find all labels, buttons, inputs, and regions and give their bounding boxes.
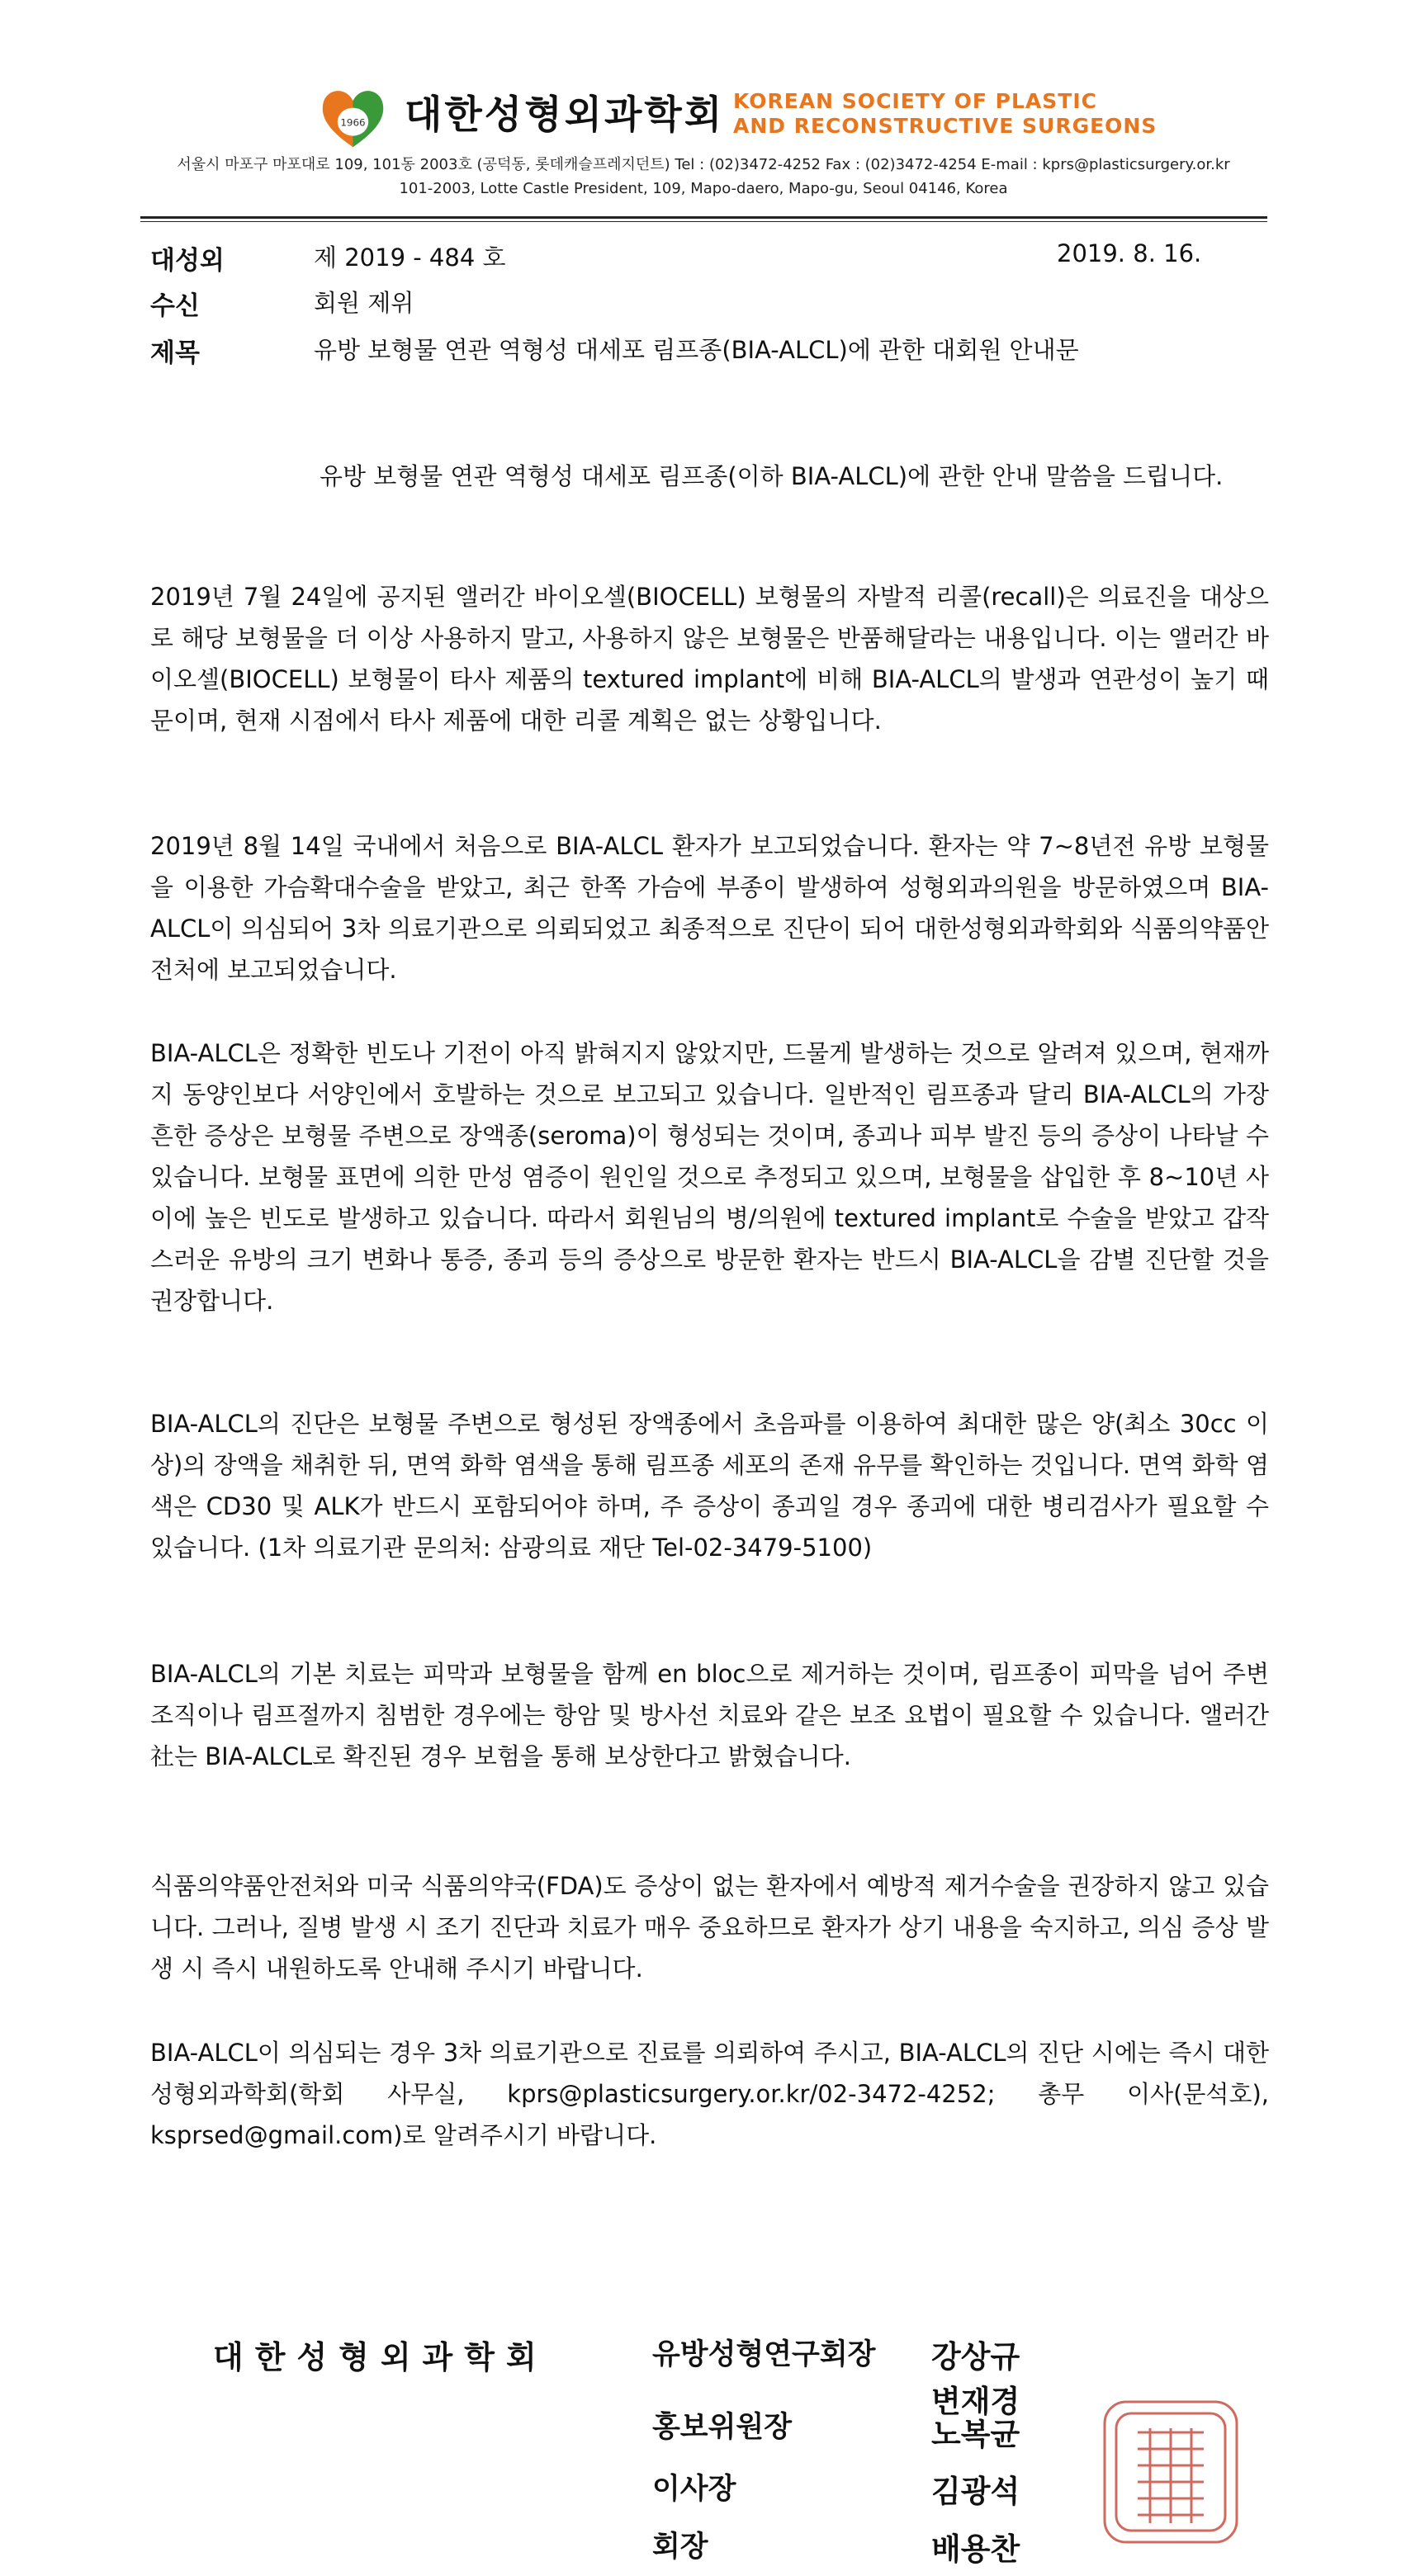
subject: 유방 보형물 연관 역형성 대세포 림프종(BIA-ALCL)에 관한 대회원 안내문 <box>314 336 1079 364</box>
org-name-english-line1: KOREAN SOCIETY OF PLASTIC <box>733 89 1097 113</box>
address-english: 101-2003, Lotte Castle President, 109, Mapo-daero, Mapo-gu, Seoul 04146, Korea <box>399 180 1008 197</box>
signature-name-2b: 노복균 <box>931 2417 1020 2452</box>
signature-title-3: 이사장 <box>652 2473 736 2506</box>
signature-name-1: 강상규 <box>931 2339 1020 2375</box>
heart-logo-icon <box>318 83 388 153</box>
body-paragraph-treatment: BIA-ALCL의 기본 치료는 피막과 보형물을 함께 en bloc으로 제거하는 것이며, 림프종이 피막을 넘어 주변 조직이나 림프절까지 침범한 경우에는 항암 및 방사선 치료와 같은 보조 요법이 필요할 수 있습니다. 앨러간社는 BIA-ALCL로 확진된 경우 보험을 통해 보상한다고 밝혔습니다. <box>150 1660 1269 1770</box>
recipient-label: 수신 <box>150 291 200 321</box>
doc-number: 제 2019 - 484 호 <box>314 243 506 272</box>
signature-name-4: 배용찬 <box>931 2531 1020 2567</box>
body-paragraph-recall: 2019년 7월 24일에 공지된 앨러간 바이오셀(BIOCELL) 보형물의 자발적 리콜(recall)은 의료진을 대상으로 해당 보형물을 더 이상 사용하지 말고, 사용하지 않은 보형물은 반품해달라는 내용입니다. 이는 앨러간 바이오셀(BIOCELL) 보형물이 타사 제품의 textured implant에 비해 BIA-ALCL의 발생과 연관성이 높기 때문이며, 현재 시점에서 타사 제품에 대한 리콜 계획은 없는 상황입니다. <box>150 583 1269 735</box>
doc-date: 2019. 8. 16. <box>1057 239 1202 267</box>
address-korean: 서울시 마포구 마포대로 109, 101동 2003호 (공덕동, 롯데캐슬프레지던트) Tel : (02)3472-4252 Fax : (02)3472-4254 E-mail : kprs@plasticsurgery.or.kr <box>177 156 1230 173</box>
body-paragraph-fda: 식품의약품안전처와 미국 식품의약국(FDA)도 증상이 없는 환자에서 예방적 제거수술을 권장하지 않고 있습니다. 그러나, 질병 발생 시 조기 진단과 치료가 매우 중요하므로 환자가 상기 내용을 숙지하고, 의심 증상 발생 시 즉시 내원하도록 안내해 주시기 바랍니다. <box>150 1872 1269 1983</box>
logo-year: 1966 <box>340 116 366 129</box>
body-paragraph-intro: 유방 보형물 연관 역형성 대세포 림프종(이하 BIA-ALCL)에 관한 안내 말씀을 드립니다. <box>320 462 1224 490</box>
header-divider-thin <box>140 221 1267 222</box>
doc-number-label: 대성외 <box>150 246 225 276</box>
body-paragraph-diagnosis: BIA-ALCL의 진단은 보형물 주변으로 형성된 장액종에서 초음파를 이용하여 최대한 많은 양(최소 30cc 이상)의 장액을 채취한 뒤, 면역 화학 염색을 통해 림프종 세포의 존재 유무를 확인하는 것입니다. 면역 화학 염색은 CD30 및 ALK가 반드시 포함되어야 하며, 주 증상이 종괴일 경우 종괴에 대한 병리검사가 필요할 수 있습니다. (1차 의료기관 문의처: 삼광의료 재단 Tel-02-3479-5100) <box>150 1410 1269 1562</box>
org-name-korean: 대한성형외과학회 <box>405 92 725 138</box>
signature-title-4: 회장 <box>652 2531 708 2564</box>
body-paragraph-first-case: 2019년 8월 14일 국내에서 처음으로 BIA-ALCL 환자가 보고되었습니다. 환자는 약 7~8년전 유방 보형물을 이용한 가슴확대수술을 받았고, 최근 한쪽 가슴에 부종이 발생하여 성형외과의원을 방문하였으며 BIA-ALCL이 의심되어 3차 의료기관으로 의뢰되었고 최종적으로 진단이 되어 대한성형외과학회와 식품의약품안전처에 보고되었습니다. <box>150 832 1269 984</box>
signature-title-2: 홍보위원장 <box>652 2411 793 2444</box>
signature-title-1: 유방성형연구회장 <box>652 2338 876 2371</box>
signature-org: 대한성형외과학회 <box>213 2339 548 2375</box>
signature-name-2a: 변재경 <box>931 2384 1020 2419</box>
recipient: 회원 제위 <box>314 289 414 317</box>
body-paragraph-contact: BIA-ALCL이 의심되는 경우 3차 의료기관으로 진료를 의뢰하여 주시고, BIA-ALCL의 진단 시에는 즉시 대한성형외과학회(학회 사무실, kprs@plasticsurgery.or.kr/02-3472-4252; 총무 이사(문석호), ksprsed@gmail.com)로 알려주시기 바랍니다. <box>150 2039 1269 2149</box>
header-divider <box>140 216 1267 219</box>
official-seal-icon <box>1088 2387 1249 2556</box>
subject-label: 제목 <box>150 338 200 368</box>
body-paragraph-overview: BIA-ALCL은 정확한 빈도나 기전이 아직 밝혀지지 않았지만, 드물게 발생하는 것으로 알려져 있으며, 현재까지 동양인보다 서양인에서 호발하는 것으로 보고되고 있습니다. 일반적인 림프종과 달리 BIA-ALCL의 가장 흔한 증상은 보형물 주변으로 장액종(seroma)이 형성되는 것이며, 종괴나 피부 발진 등의 증상이 나타날 수 있습니다. 보형물 표면에 의한 만성 염증이 원인일 것으로 추정되고 있으며, 보형물을 삽입한 후 8~10년 사이에 높은 빈도로 발생하고 있습니다. 따라서 회원님의 병/의원에 textured implant로 수술을 받았고 갑작스러운 유방의 크기 변화나 통증, 종괴 등의 증상으로 방문한 환자는 반드시 BIA-ALCL을 감별 진단할 것을 권장합니다. <box>150 1039 1269 1315</box>
signature-name-3: 김광석 <box>931 2474 1020 2509</box>
org-name-english-line2: AND RECONSTRUCTIVE SURGEONS <box>733 114 1157 138</box>
